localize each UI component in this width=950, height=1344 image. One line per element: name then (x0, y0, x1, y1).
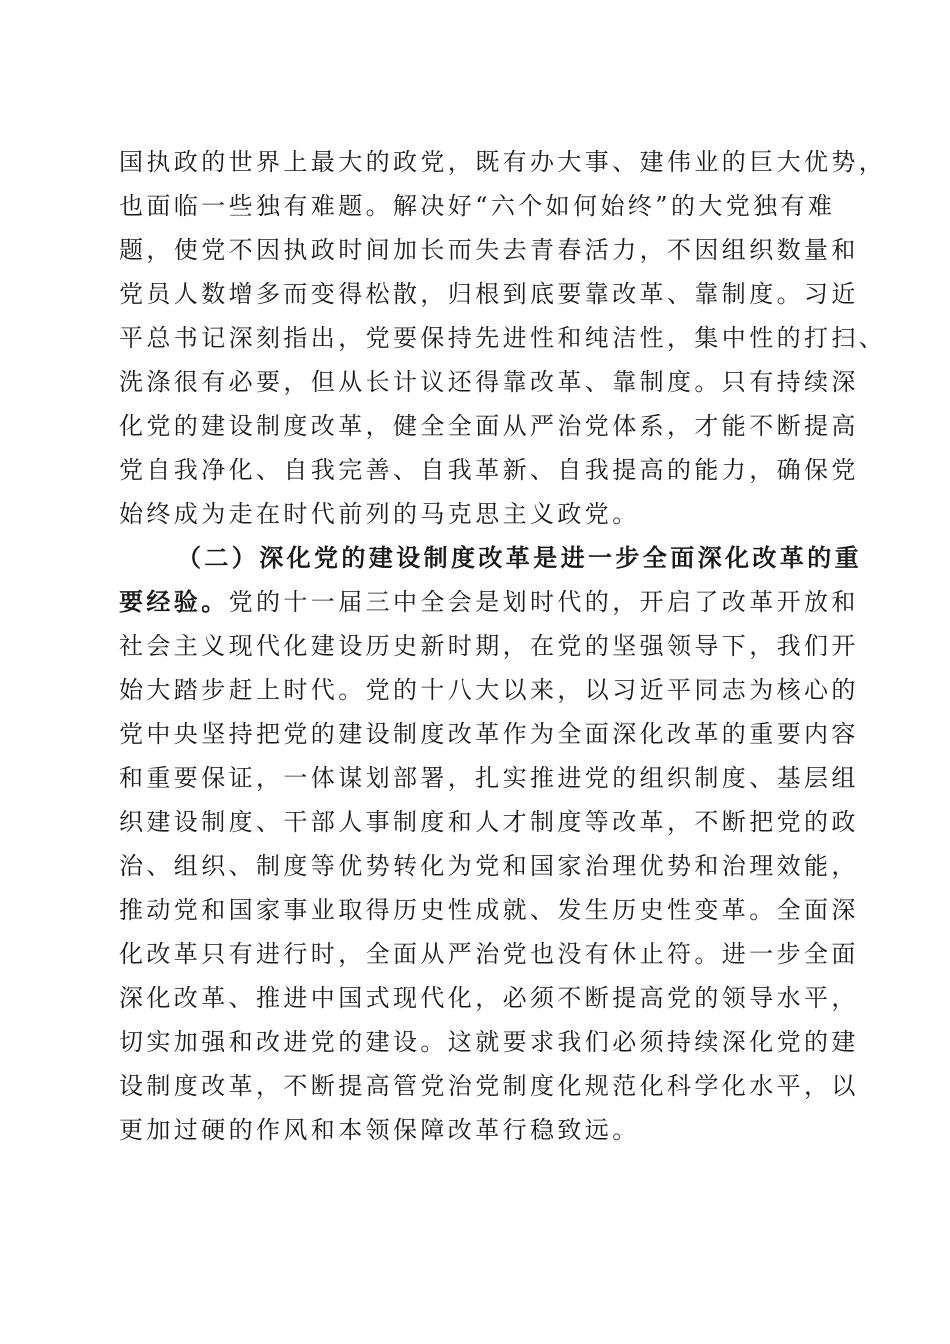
paragraph-line: 题，使党不因执政时间加长而失去青春活力，不因组织数量和 (119, 236, 859, 264)
paragraph-1 (119, 140, 887, 536)
paragraph-2 (119, 536, 862, 1152)
paragraph-line: 织建设制度、干部人事制度和人才制度等改革，不断把党的政 (119, 808, 859, 836)
document-body (119, 140, 887, 1152)
paragraph-line: 始大踏步赶上时代。党的十八大以来，以习近平同志为核心的 (119, 676, 859, 704)
paragraph-line: 始终成为走在时代前列的马克思主义政党。 (119, 500, 640, 528)
paragraph-line: 化改革只有进行时，全面从严治党也没有休止符。进一步全面 (119, 940, 859, 968)
paragraph-line: 治、组织、制度等优势转化为党和国家治理优势和治理效能， (119, 852, 859, 880)
paragraph-line: 更加过硬的作风和本领保障改革行稳致远。 (119, 1116, 640, 1144)
paragraph-line: 化党的建设制度改革，健全全面从严治党体系，才能不断提高 (119, 412, 859, 440)
paragraph-line: 党员人数增多而变得松散，归根到底要靠改革、靠制度。习近 (119, 280, 859, 308)
paragraph-line: 设制度改革，不断提高管党治党制度化规范化科学化水平，以 (119, 1072, 859, 1100)
paragraph-line: 党自我净化、自我完善、自我革新、自我提高的能力，确保党 (119, 456, 859, 484)
paragraph-line: 洗涤很有必要，但从长计议还得靠改革、靠制度。只有持续深 (119, 368, 859, 396)
paragraph-line (119, 580, 859, 624)
paragraph-line: 推动党和国家事业取得历史性成就、发生历史性变革。全面深 (119, 896, 859, 924)
paragraph-line: 切实加强和改进党的建设。这就要求我们必须持续深化党的建 (119, 1028, 859, 1056)
paragraph-line: 国执政的世界上最大的政党，既有办大事、建伟业的巨大优势， (119, 148, 887, 176)
paragraph-text: 党的十一届三中全会是划时代的，开启了改革开放和 (228, 588, 859, 616)
paragraph-line: 深化改革、推进中国式现代化，必须不断提高党的领导水平， (119, 984, 859, 1012)
paragraph-line: 和重要保证，一体谋划部署，扎实推进党的组织制度、基层组 (119, 764, 859, 792)
section-heading-end: 要经验。 (119, 587, 229, 616)
paragraph-line: 平总书记深刻指出，党要保持先进性和纯洁性，集中性的打扫、 (119, 324, 887, 352)
paragraph-line: 党中央坚持把党的建设制度改革作为全面深化改革的重要内容 (119, 720, 859, 748)
paragraph-line: 也面临一些独有难题。解决好“六个如何始终”的大党独有难 (119, 192, 836, 220)
section-heading: （二）深化党的建设制度改革是进一步全面深化改革的重 (177, 543, 862, 572)
paragraph-line: 社会主义现代化建设历史新时期，在党的坚强领导下，我们开 (119, 632, 859, 660)
